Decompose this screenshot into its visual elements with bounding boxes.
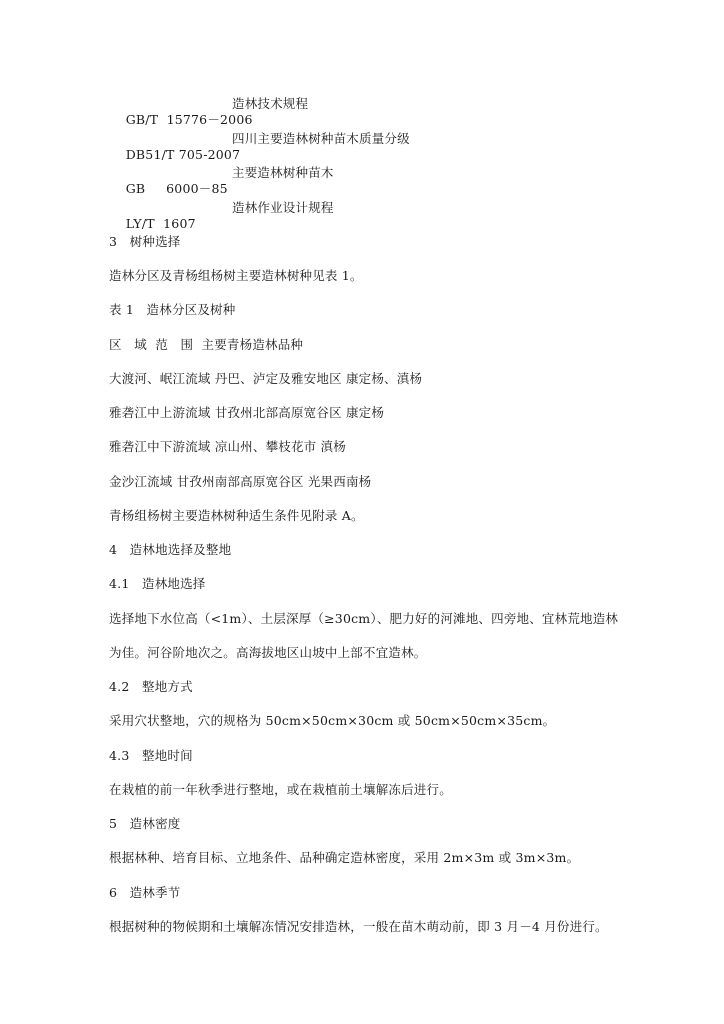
standard-ref-4 xyxy=(109,200,334,264)
paragraph-zoning: 造林分区及青杨组杨树主要造林树种见表 1。 xyxy=(109,268,363,283)
paragraph-appendix-ref: 青杨组杨树主要造林树种适生条件见附录 A。 xyxy=(109,508,364,523)
section-heading-5: 5 造林密度 xyxy=(109,816,181,831)
table-row: 雅砻江中上游流域 甘孜州北部高原宽谷区 康定杨 xyxy=(109,405,385,420)
table-row: 雅砻江中下游流域 凉山州、攀枝花市 滇杨 xyxy=(109,439,346,454)
paragraph-site-selection-1: 选择地下水位高（<1m）、土层深厚（≥30cm）、肥力好的河滩地、四旁地、宜林荒地造林 xyxy=(109,611,619,626)
standard-code: LY/T 1607 xyxy=(125,216,196,231)
section-heading-6: 6 造林季节 xyxy=(109,885,181,900)
subsection-heading-4-1: 4.1 造林地选择 xyxy=(109,576,206,591)
subsection-heading-4-3: 4.3 整地时间 xyxy=(109,748,193,763)
standard-title: 主要造林树种苗木 xyxy=(232,165,334,180)
paragraph-season: 根据树种的物候期和土壤解冻情况安排造林，一般在苗木萌动前，即 3 月－4 月份进行。 xyxy=(109,919,608,934)
paragraph-preparation-time: 在栽植的前一年秋季进行整地，或在栽植前土壤解冻后进行。 xyxy=(109,782,452,797)
standard-title: 造林作业设计规程 xyxy=(232,200,334,215)
table-caption: 表 1 造林分区及树种 xyxy=(109,302,236,317)
table-header: 区 域 范 围 主要青杨造林品种 xyxy=(109,337,304,352)
standard-title: 造林技术规程 xyxy=(232,96,309,111)
standard-code: GB 6000－85 xyxy=(125,181,228,196)
table-row: 金沙江流域 甘孜州南部高原宽谷区 光果西南杨 xyxy=(109,474,372,489)
standard-code: DB51/T 705-2007 xyxy=(125,147,241,162)
paragraph-site-selection-2: 为佳。河谷阶地次之。高海拔地区山坡中上部不宜造林。 xyxy=(109,645,427,660)
section-heading-3: 3 树种选择 xyxy=(109,234,181,249)
section-heading-4: 4 造林地选择及整地 xyxy=(109,542,232,557)
paragraph-site-preparation: 采用穴状整地，穴的规格为 50cm×50cm×30cm 或 50cm×50cm×35cm。 xyxy=(109,713,556,728)
standard-title: 四川主要造林树种苗木质量分级 xyxy=(232,131,410,146)
table-row: 大渡河、岷江流域 丹巴、泸定及雅安地区 康定杨、滇杨 xyxy=(109,371,423,386)
standard-code: GB/T 15776－2006 xyxy=(125,112,253,127)
subsection-heading-4-2: 4.2 整地方式 xyxy=(109,679,193,694)
paragraph-density: 根据林种、培育目标、立地条件、品种确定造林密度，采用 2m×3m 或 3m×3m。 xyxy=(109,850,580,865)
